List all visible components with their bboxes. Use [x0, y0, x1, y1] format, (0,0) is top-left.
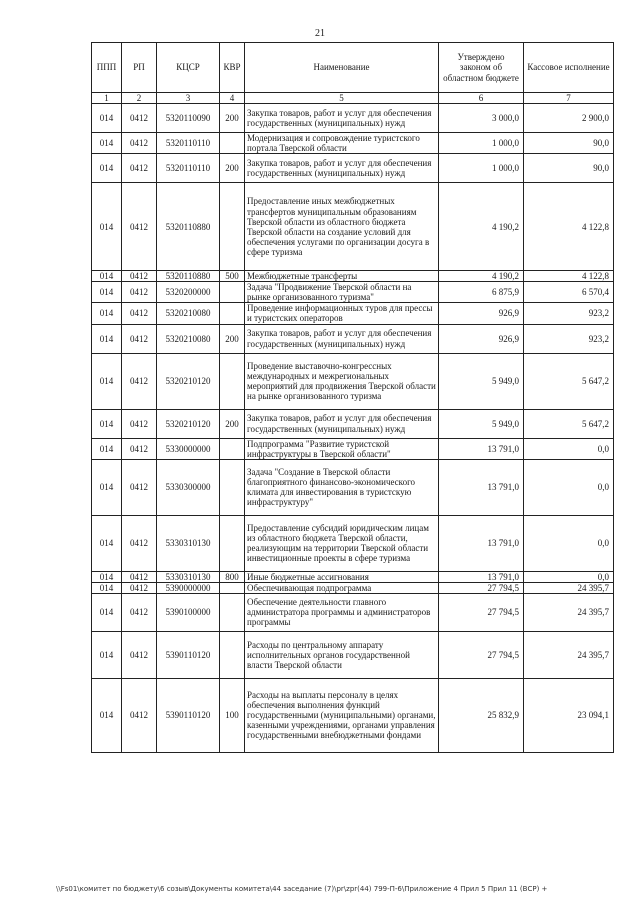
cell-ppp: 014 — [92, 154, 122, 183]
cell-rp: 0412 — [122, 631, 157, 678]
cell-kvr: 200 — [220, 409, 245, 438]
cell-ppp: 014 — [92, 593, 122, 631]
cell-name: Закупка товаров, работ и услуг для обеспечения государственных (муниципальных) нужд — [245, 154, 439, 183]
cell-kvr: 200 — [220, 324, 245, 353]
cell-rp: 0412 — [122, 104, 157, 133]
cell-rp: 0412 — [122, 133, 157, 154]
cell-executed: 24 395,7 — [524, 593, 614, 631]
cell-executed: 24 395,7 — [524, 582, 614, 593]
cell-name: Предоставление иных межбюджетных трансфертов муниципальным образованиям Тверской области из областного бюджета Тверской области на создание условий для обеспечения услугами по организации досуга в сфере туризма — [245, 183, 439, 271]
cell-name: Расходы по центральному аппарату исполнительных органов государственной власти Тверской области — [245, 631, 439, 678]
cell-name: Закупка товаров, работ и услуг для обеспечения государственных (муниципальных) нужд — [245, 104, 439, 133]
column-number: 4 — [220, 93, 245, 104]
cell-ppp: 014 — [92, 353, 122, 409]
cell-ppp: 014 — [92, 631, 122, 678]
cell-kvr: 100 — [220, 678, 245, 752]
header-executed: Кассовое исполнение — [524, 43, 614, 93]
cell-executed: 923,2 — [524, 324, 614, 353]
cell-executed: 0,0 — [524, 438, 614, 459]
cell-name: Проведение выставочно-конгрессных международных и межрегиональных мероприятий для продвижения Тверской области на рынке организованного туризма — [245, 353, 439, 409]
cell-executed: 24 395,7 — [524, 631, 614, 678]
table-row — [92, 324, 614, 353]
cell-name: Обеспечивающая подпрограмма — [245, 582, 439, 593]
budget-table — [91, 42, 614, 753]
cell-kvr — [220, 353, 245, 409]
cell-executed: 0,0 — [524, 459, 614, 515]
cell-executed: 0,0 — [524, 571, 614, 582]
cell-executed: 0,0 — [524, 515, 614, 571]
cell-kcsr: 5330300000 — [157, 459, 220, 515]
cell-executed: 4 122,8 — [524, 271, 614, 282]
cell-name: Предоставление субсидий юридическим лицам из областного бюджета Тверской области, реализующим на территории Тверской области инвестиционные проекты в сфере туризма — [245, 515, 439, 571]
cell-executed: 5 647,2 — [524, 353, 614, 409]
cell-approved: 6 875,9 — [439, 282, 524, 303]
cell-ppp: 014 — [92, 409, 122, 438]
cell-name: Расходы на выплаты персоналу в целях обеспечения выполнения функций государственными (муниципальными) органами, казенными учреждениями, органами управления государственными внебюджетными фондами — [245, 678, 439, 752]
table-header-row — [92, 43, 614, 93]
cell-approved: 3 000,0 — [439, 104, 524, 133]
cell-rp: 0412 — [122, 459, 157, 515]
cell-ppp: 014 — [92, 324, 122, 353]
cell-kvr — [220, 582, 245, 593]
cell-kvr — [220, 183, 245, 271]
table-row — [92, 353, 614, 409]
cell-name: Обеспечение деятельности главного администратора программы и администраторов программы — [245, 593, 439, 631]
cell-name: Межбюджетные трансферты — [245, 271, 439, 282]
column-number: 7 — [524, 93, 614, 104]
cell-approved: 13 791,0 — [439, 438, 524, 459]
cell-ppp: 014 — [92, 515, 122, 571]
cell-ppp: 014 — [92, 571, 122, 582]
cell-rp: 0412 — [122, 154, 157, 183]
cell-name: Модернизация и сопровождение туристского портала Тверской области — [245, 133, 439, 154]
header-ppp: ППП — [92, 43, 122, 93]
header-name: Наименование — [245, 43, 439, 93]
cell-name: Подпрограмма "Развитие туристской инфраструктуры в Тверской области" — [245, 438, 439, 459]
cell-rp: 0412 — [122, 409, 157, 438]
cell-approved: 5 949,0 — [439, 409, 524, 438]
cell-ppp: 014 — [92, 678, 122, 752]
cell-ppp: 014 — [92, 271, 122, 282]
cell-kcsr: 5320110090 — [157, 104, 220, 133]
column-number: 1 — [92, 93, 122, 104]
cell-name: Проведение информационных туров для прессы и туристских операторов — [245, 303, 439, 324]
cell-kvr — [220, 459, 245, 515]
cell-name: Закупка товаров, работ и услуг для обеспечения государственных (муниципальных) нужд — [245, 324, 439, 353]
header-approved: Утверждено законом об областном бюджете — [439, 43, 524, 93]
table-row — [92, 183, 614, 271]
cell-name: Закупка товаров, работ и услуг для обеспечения государственных (муниципальных) нужд — [245, 409, 439, 438]
cell-kvr — [220, 515, 245, 571]
cell-rp: 0412 — [122, 324, 157, 353]
cell-name: Задача "Создание в Тверской области благоприятного финансово-экономического климата для инвестирования в туристскую инфраструктуру" — [245, 459, 439, 515]
cell-approved: 926,9 — [439, 324, 524, 353]
table-body — [92, 104, 614, 753]
cell-approved: 27 794,5 — [439, 631, 524, 678]
cell-kcsr: 5390000000 — [157, 582, 220, 593]
cell-kcsr: 5320210080 — [157, 303, 220, 324]
column-number: 3 — [157, 93, 220, 104]
cell-approved: 1 000,0 — [439, 154, 524, 183]
cell-rp: 0412 — [122, 678, 157, 752]
cell-kcsr: 5330310130 — [157, 571, 220, 582]
cell-kcsr: 5330000000 — [157, 438, 220, 459]
column-number-row — [92, 93, 614, 104]
table-row — [92, 133, 614, 154]
cell-approved: 13 791,0 — [439, 459, 524, 515]
cell-kvr — [220, 631, 245, 678]
table-row — [92, 271, 614, 282]
cell-executed: 923,2 — [524, 303, 614, 324]
cell-kvr — [220, 303, 245, 324]
cell-kvr: 200 — [220, 154, 245, 183]
cell-executed: 90,0 — [524, 154, 614, 183]
cell-executed: 5 647,2 — [524, 409, 614, 438]
cell-kcsr: 5330310130 — [157, 515, 220, 571]
header-kcsr: КЦСР — [157, 43, 220, 93]
cell-kcsr: 5390110120 — [157, 631, 220, 678]
table-row — [92, 582, 614, 593]
cell-approved: 4 190,2 — [439, 271, 524, 282]
cell-kvr: 500 — [220, 271, 245, 282]
cell-ppp: 014 — [92, 133, 122, 154]
header-kvr: КВР — [220, 43, 245, 93]
cell-executed: 6 570,4 — [524, 282, 614, 303]
cell-ppp: 014 — [92, 303, 122, 324]
cell-approved: 13 791,0 — [439, 515, 524, 571]
cell-approved: 926,9 — [439, 303, 524, 324]
cell-rp: 0412 — [122, 353, 157, 409]
column-number: 5 — [245, 93, 439, 104]
cell-kcsr: 5320210120 — [157, 409, 220, 438]
cell-kcsr: 5320110110 — [157, 133, 220, 154]
cell-name: Задача "Продвижение Тверской области на рынке организованного туризма" — [245, 282, 439, 303]
table-row — [92, 515, 614, 571]
table-row — [92, 303, 614, 324]
cell-rp: 0412 — [122, 271, 157, 282]
cell-kcsr: 5320210120 — [157, 353, 220, 409]
column-number: 6 — [439, 93, 524, 104]
cell-approved: 5 949,0 — [439, 353, 524, 409]
cell-executed: 90,0 — [524, 133, 614, 154]
cell-kcsr: 5390110120 — [157, 678, 220, 752]
table-row — [92, 631, 614, 678]
cell-ppp: 014 — [92, 582, 122, 593]
page-number: 21 — [315, 28, 325, 39]
cell-approved: 27 794,5 — [439, 593, 524, 631]
table-row — [92, 459, 614, 515]
cell-approved: 27 794,5 — [439, 582, 524, 593]
table-row — [92, 571, 614, 582]
table-row — [92, 678, 614, 752]
cell-ppp: 014 — [92, 104, 122, 133]
table-row — [92, 593, 614, 631]
cell-approved: 13 791,0 — [439, 571, 524, 582]
cell-executed: 23 094,1 — [524, 678, 614, 752]
cell-executed: 4 122,8 — [524, 183, 614, 271]
cell-kvr — [220, 133, 245, 154]
cell-approved: 25 832,9 — [439, 678, 524, 752]
cell-kcsr: 5320200000 — [157, 282, 220, 303]
cell-kvr: 800 — [220, 571, 245, 582]
cell-name: Иные бюджетные ассигнования — [245, 571, 439, 582]
table-row — [92, 154, 614, 183]
cell-rp: 0412 — [122, 438, 157, 459]
table-row — [92, 104, 614, 133]
cell-kvr: 200 — [220, 104, 245, 133]
cell-kcsr: 5320210080 — [157, 324, 220, 353]
cell-kcsr: 5320110880 — [157, 271, 220, 282]
cell-kcsr: 5320110880 — [157, 183, 220, 271]
cell-kcsr: 5320110110 — [157, 154, 220, 183]
cell-rp: 0412 — [122, 282, 157, 303]
footer-file-path: \\Fs01\комитет по бюджету\6 созыв\Документы комитета\44 заседание (7)\pr\zpr(44) 799-П-6\Приложение 4 Прил 5 Прил 11 (ВСР) + — [56, 885, 548, 893]
cell-kvr — [220, 438, 245, 459]
cell-rp: 0412 — [122, 515, 157, 571]
cell-rp: 0412 — [122, 593, 157, 631]
cell-approved: 1 000,0 — [439, 133, 524, 154]
cell-kcsr: 5390100000 — [157, 593, 220, 631]
column-number: 2 — [122, 93, 157, 104]
table-row — [92, 409, 614, 438]
cell-ppp: 014 — [92, 438, 122, 459]
cell-approved: 4 190,2 — [439, 183, 524, 271]
cell-ppp: 014 — [92, 459, 122, 515]
cell-rp: 0412 — [122, 303, 157, 324]
cell-executed: 2 900,0 — [524, 104, 614, 133]
table-row — [92, 438, 614, 459]
cell-rp: 0412 — [122, 582, 157, 593]
header-rp: РП — [122, 43, 157, 93]
cell-kvr — [220, 282, 245, 303]
cell-ppp: 014 — [92, 282, 122, 303]
cell-rp: 0412 — [122, 571, 157, 582]
cell-ppp: 014 — [92, 183, 122, 271]
cell-kvr — [220, 593, 245, 631]
table-row — [92, 282, 614, 303]
cell-rp: 0412 — [122, 183, 157, 271]
